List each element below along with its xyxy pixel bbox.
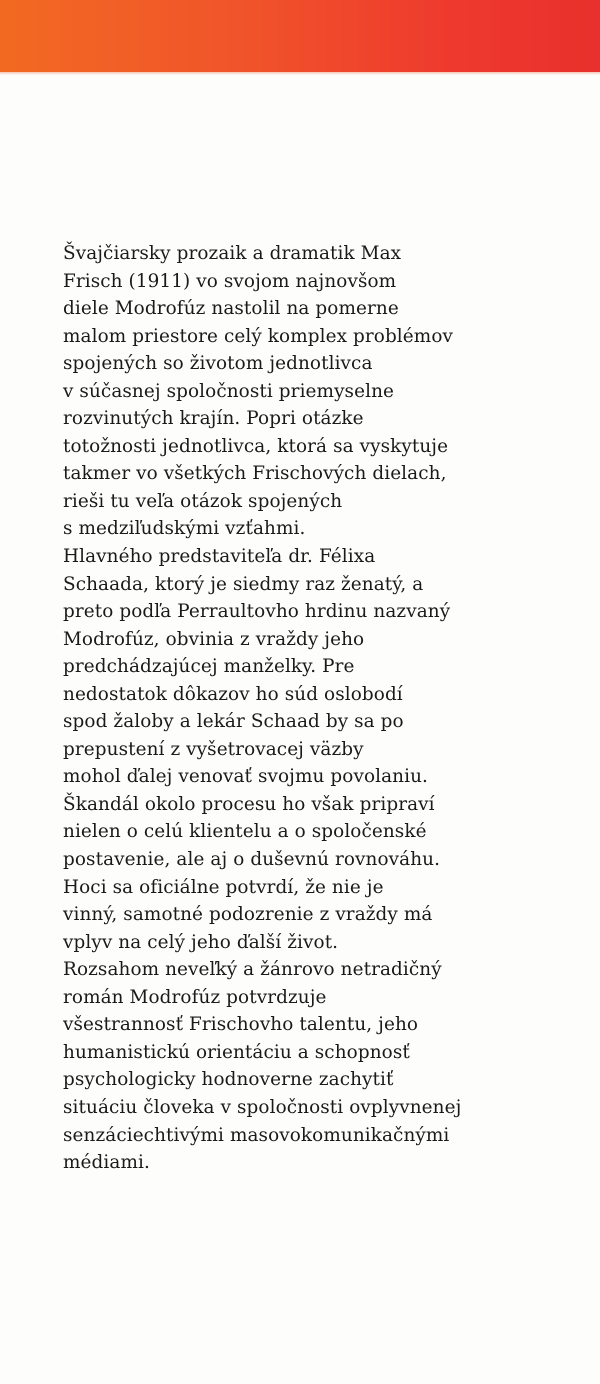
- blurb-line: spod žaloby a lekár Schaad by sa po: [63, 711, 404, 733]
- blurb-line: takmer vo všetkých Frischových dielach,: [63, 463, 447, 485]
- blurb-line: vinný, samotné podozrenie z vraždy má: [63, 904, 433, 926]
- blurb-line: psychologicky hodnoverne zachytiť: [63, 1069, 394, 1091]
- blurb-line: Švajčiarsky prozaik a dramatik Max: [63, 243, 402, 264]
- blurb-line: Modrofúz, obvinia z vraždy jeho: [63, 628, 365, 650]
- blurb-line: v súčasnej spoločnosti priemyselne: [63, 380, 394, 402]
- blurb-line: mohol ďalej venovať svojmu povolaniu.: [63, 766, 428, 788]
- blurb-line: nielen o celú klientelu a o spoločenské: [63, 821, 427, 843]
- blurb-line: rozvinutých krajín. Popri otázke: [63, 408, 364, 430]
- blurb-line: Hoci sa oficiálne potvrdí, že nie je: [63, 876, 384, 898]
- blurb-line: spojených so životom jednotlivca: [63, 353, 373, 375]
- blurb-line: s medziľudskými vzťahmi.: [63, 518, 306, 540]
- blurb-line: diele Modrofúz nastolil na pomerne: [63, 298, 399, 320]
- blurb-line: Schaada, ktorý je siedmy raz ženatý, a: [63, 573, 424, 595]
- blurb-line: senzáciechtivými masovokomunikačnými: [63, 1124, 450, 1146]
- blurb-line: postavenie, ale aj o duševnú rovnováhu.: [63, 849, 441, 871]
- blurb-line: Frisch (1911) vo svojom najnovšom: [63, 270, 397, 292]
- blurb-line: humanistickú orientáciu a schopnosť: [63, 1041, 410, 1063]
- blurb-line: všestrannosť Frischovho talentu, jeho: [63, 1014, 419, 1036]
- blurb-line: rieši tu veľa otázok spojených: [63, 490, 343, 512]
- blurb-line: Hlavného predstaviteľa dr. Félixa: [63, 546, 376, 568]
- band-shadow-edge: [0, 72, 600, 75]
- blurb-line: médiami.: [63, 1152, 150, 1174]
- blurb-line: situáciu človeka v spoločnosti ovplyvnenej: [63, 1096, 462, 1118]
- blurb-line: Škandál okolo procesu ho však pripraví: [63, 793, 435, 815]
- blurb-line: Rozsahom neveľký a žánrovo netradičný: [63, 959, 442, 981]
- blurb-line: predchádzajúcej manželky. Pre: [63, 656, 355, 678]
- blurb-line: totožnosti jednotlivca, ktorá sa vyskytuje: [63, 435, 449, 457]
- blurb-line: malom priestore celý komplex problémov: [63, 325, 453, 347]
- blurb-line: preto podľa Perraultovho hrdinu nazvaný: [63, 601, 451, 623]
- orange-top-band: [0, 0, 600, 72]
- blurb-text: [63, 240, 593, 1177]
- blurb-line: prepustení z vyšetrovacej väzby: [63, 738, 364, 760]
- blurb-line: nedostatok dôkazov ho súd oslobodí: [63, 683, 403, 705]
- blurb-line: vplyv na celý jeho ďalší život.: [63, 931, 339, 953]
- blurb-line: román Modrofúz potvrdzuje: [63, 986, 327, 1008]
